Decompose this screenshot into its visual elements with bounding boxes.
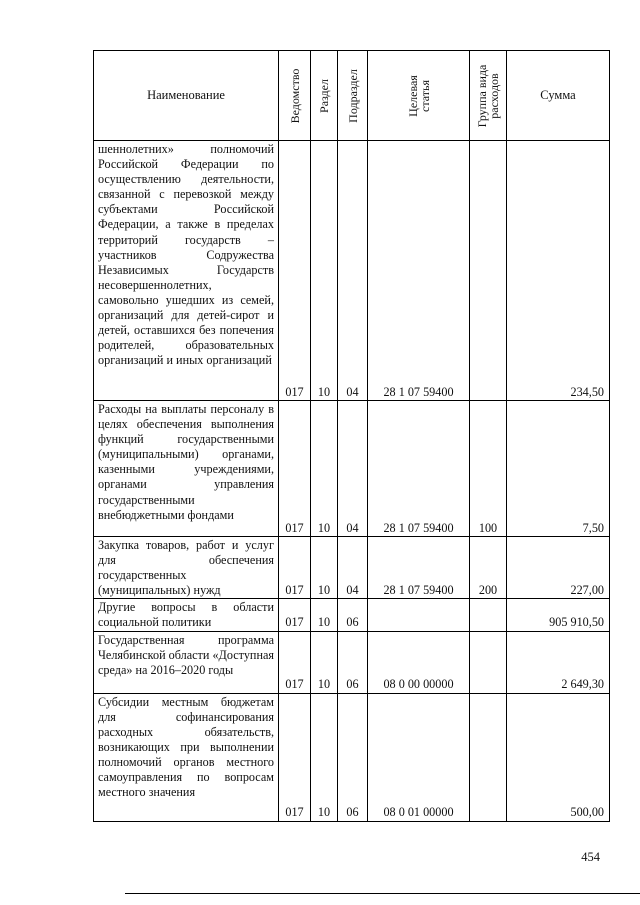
row-subsection: 04 [338,537,368,599]
header-expense-group-label [476,64,500,127]
row-sum: 234,50 [507,141,610,401]
table-row [94,693,610,821]
row-dept: 017 [279,401,311,537]
header-department-label: Ведомство [287,68,302,123]
row-name: Субсидии местным бюджетам для софинансирования расходных обязательств, возникающих при выполнении полномочий органов местного самоуправления по вопросам местного значения [98,694,274,800]
footer-divider [125,893,640,894]
header-target-article [368,51,470,141]
row-article: 28 1 07 59400 [368,141,470,401]
row-name-cell [94,693,279,821]
header-expense-group-line2: расходов [487,72,501,119]
row-sum: 2 649,30 [507,631,610,693]
row-subsection: 04 [338,401,368,537]
row-subsection: 06 [338,693,368,821]
row-section: 10 [311,599,338,631]
row-subsection: 04 [338,141,368,401]
row-group [470,599,507,631]
header-target-article-line2: статья [417,79,432,112]
header-section-label: Раздел [317,78,331,113]
header-expense-group [470,51,507,141]
row-article: 28 1 07 59400 [368,401,470,537]
row-name: Закупка товаров, работ и услуг для обеспечения государственных (муниципальных) нужд [98,538,274,598]
table-row [94,599,610,631]
row-dept: 017 [279,693,311,821]
row-name-cell [94,537,279,599]
table-header-row [94,51,610,141]
row-name: Другие вопросы в области социальной политики [98,600,274,630]
header-expense-group-line1: Группа вида [475,64,489,127]
row-dept: 017 [279,141,311,401]
row-sum: 905 910,50 [507,599,610,631]
page-number: 454 [581,850,600,864]
row-name: Государственная программа Челябинской области «Доступная среда» на 2016–2020 годы [98,632,274,677]
row-section: 10 [311,401,338,537]
header-target-article-label [407,75,431,117]
row-subsection: 06 [338,631,368,693]
header-department [279,51,311,141]
row-subsection: 06 [338,599,368,631]
row-section: 10 [311,631,338,693]
row-dept: 017 [279,631,311,693]
row-section: 10 [311,141,338,401]
row-group [470,141,507,401]
table-row [94,537,610,599]
row-name-cell [94,599,279,631]
row-group: 200 [470,537,507,599]
row-name-cell [94,631,279,693]
row-group [470,631,507,693]
table-row [94,401,610,537]
header-section [311,51,338,141]
row-sum: 227,00 [507,537,610,599]
row-section: 10 [311,693,338,821]
row-name: Расходы на выплаты персоналу в целях обеспечения выполнения функций государственными (муниципальными) органами, казенными учреждениями, органами управления государственными внебюджетными фондами [98,402,274,522]
row-group: 100 [470,401,507,537]
row-group [470,693,507,821]
row-sum: 7,50 [507,401,610,537]
row-name-cell [94,141,279,401]
header-sum: Сумма [507,51,610,141]
header-name: Наименование [94,51,279,141]
table-row [94,141,610,401]
table-row [94,631,610,693]
row-sum: 500,00 [507,693,610,821]
budget-table [93,50,610,822]
header-subsection [338,51,368,141]
row-article: 08 0 01 00000 [368,693,470,821]
row-section: 10 [311,537,338,599]
header-target-article-line1: Целевая [405,74,420,117]
row-article: 28 1 07 59400 [368,537,470,599]
row-name: шеннолетних» полномочий Российской Федерации по осуществлению деятельности, связанной с перевозкой между субъектами Российской Федерации, а также в пределах территорий государств – участников Содружества Независимых Государств несовершеннолетних, самовольно ушедших из семей, организаций для детей-сирот и детей, оставшихся без попечения родителей, образовательных организаций и иных организаций [98,142,274,368]
row-article [368,599,470,631]
row-name-cell [94,401,279,537]
row-article: 08 0 00 00000 [368,631,470,693]
header-subsection-label: Подраздел [345,68,360,123]
row-dept: 017 [279,599,311,631]
row-dept: 017 [279,537,311,599]
